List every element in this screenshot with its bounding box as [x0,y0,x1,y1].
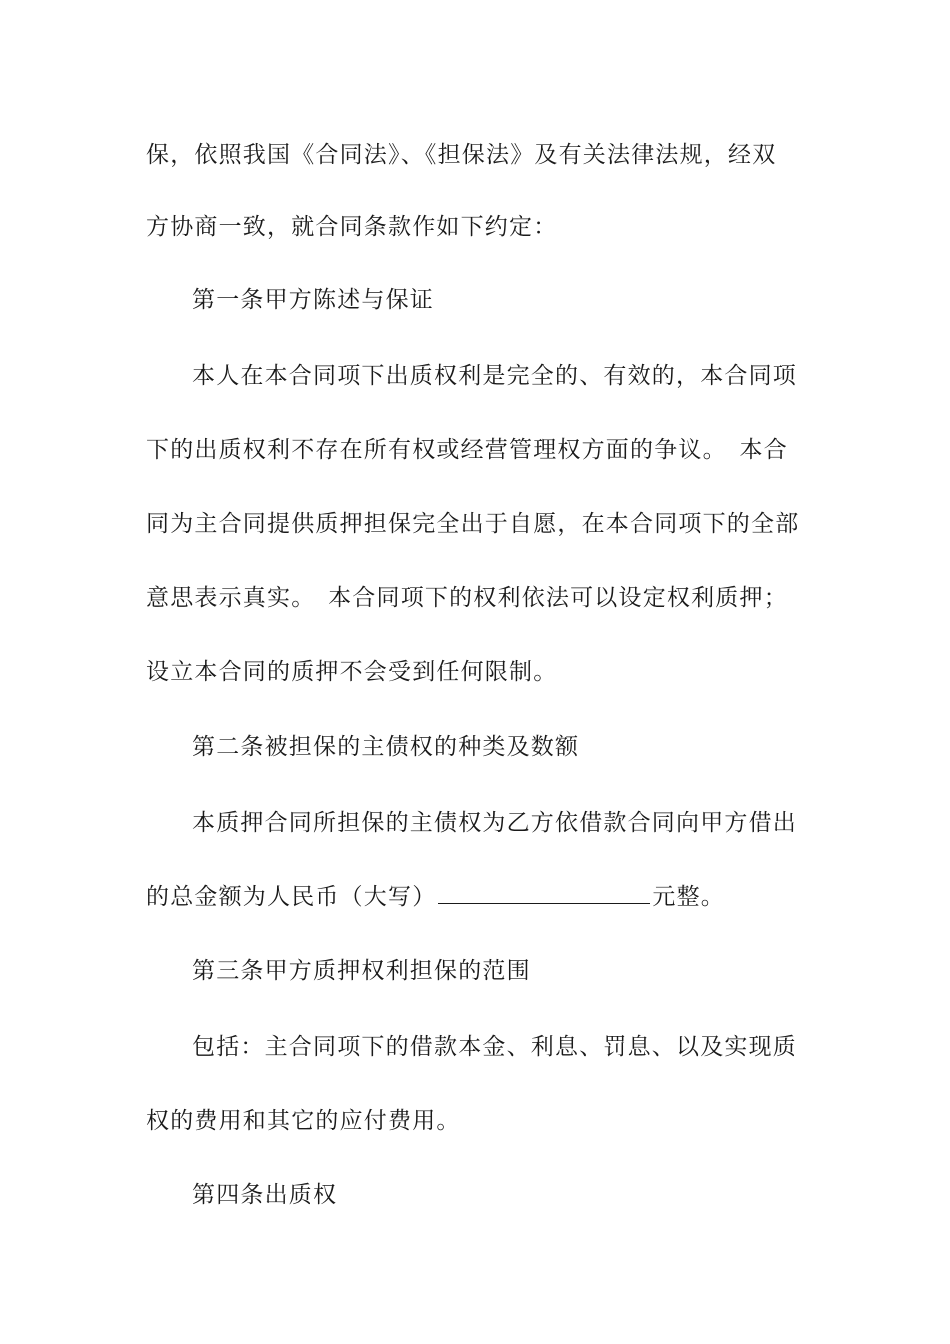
paragraph-line: 包括：主合同项下的借款本金、利息、罚息、以及实现质 [192,1034,797,1060]
paragraph-line: 权的费用和其它的应付费用。 [146,1108,461,1134]
amount-line [146,882,806,912]
paragraph-line: 本质押合同所担保的主债权为乙方依借款合同向甲方借出 [192,810,797,836]
paragraph-line: 意思表示真实。 本合同项下的权利依法可以设定权利质押； [146,585,788,611]
paragraph-line: 同为主合同提供质押担保完全出于自愿，在本合同项下的全部 [146,511,800,537]
section-heading-2: 第二条被担保的主债权的种类及数额 [192,734,580,760]
section-heading-4: 第四条出质权 [192,1182,338,1208]
amount-suffix: 元整。 [652,884,726,910]
paragraph-line: 方协商一致，就合同条款作如下约定： [146,214,558,240]
paragraph-line: 保，依照我国《合同法》、《担保法》及有关法律法规，经双 [146,142,777,168]
paragraph-line: 本人在本合同项下出质权利是完全的、有效的，本合同项 [192,363,797,389]
paragraph-line: 设立本合同的质押不会受到任何限制。 [146,659,558,685]
section-heading-1: 第一条甲方陈述与保证 [192,287,434,313]
amount-blank-field[interactable] [438,883,650,904]
amount-prefix: 的总金额为人民币（大写） [146,884,437,910]
paragraph-line: 下的出质权利不存在所有权或经营管理权方面的争议。 本合 [146,437,788,463]
section-heading-3: 第三条甲方质押权利担保的范围 [192,958,531,984]
